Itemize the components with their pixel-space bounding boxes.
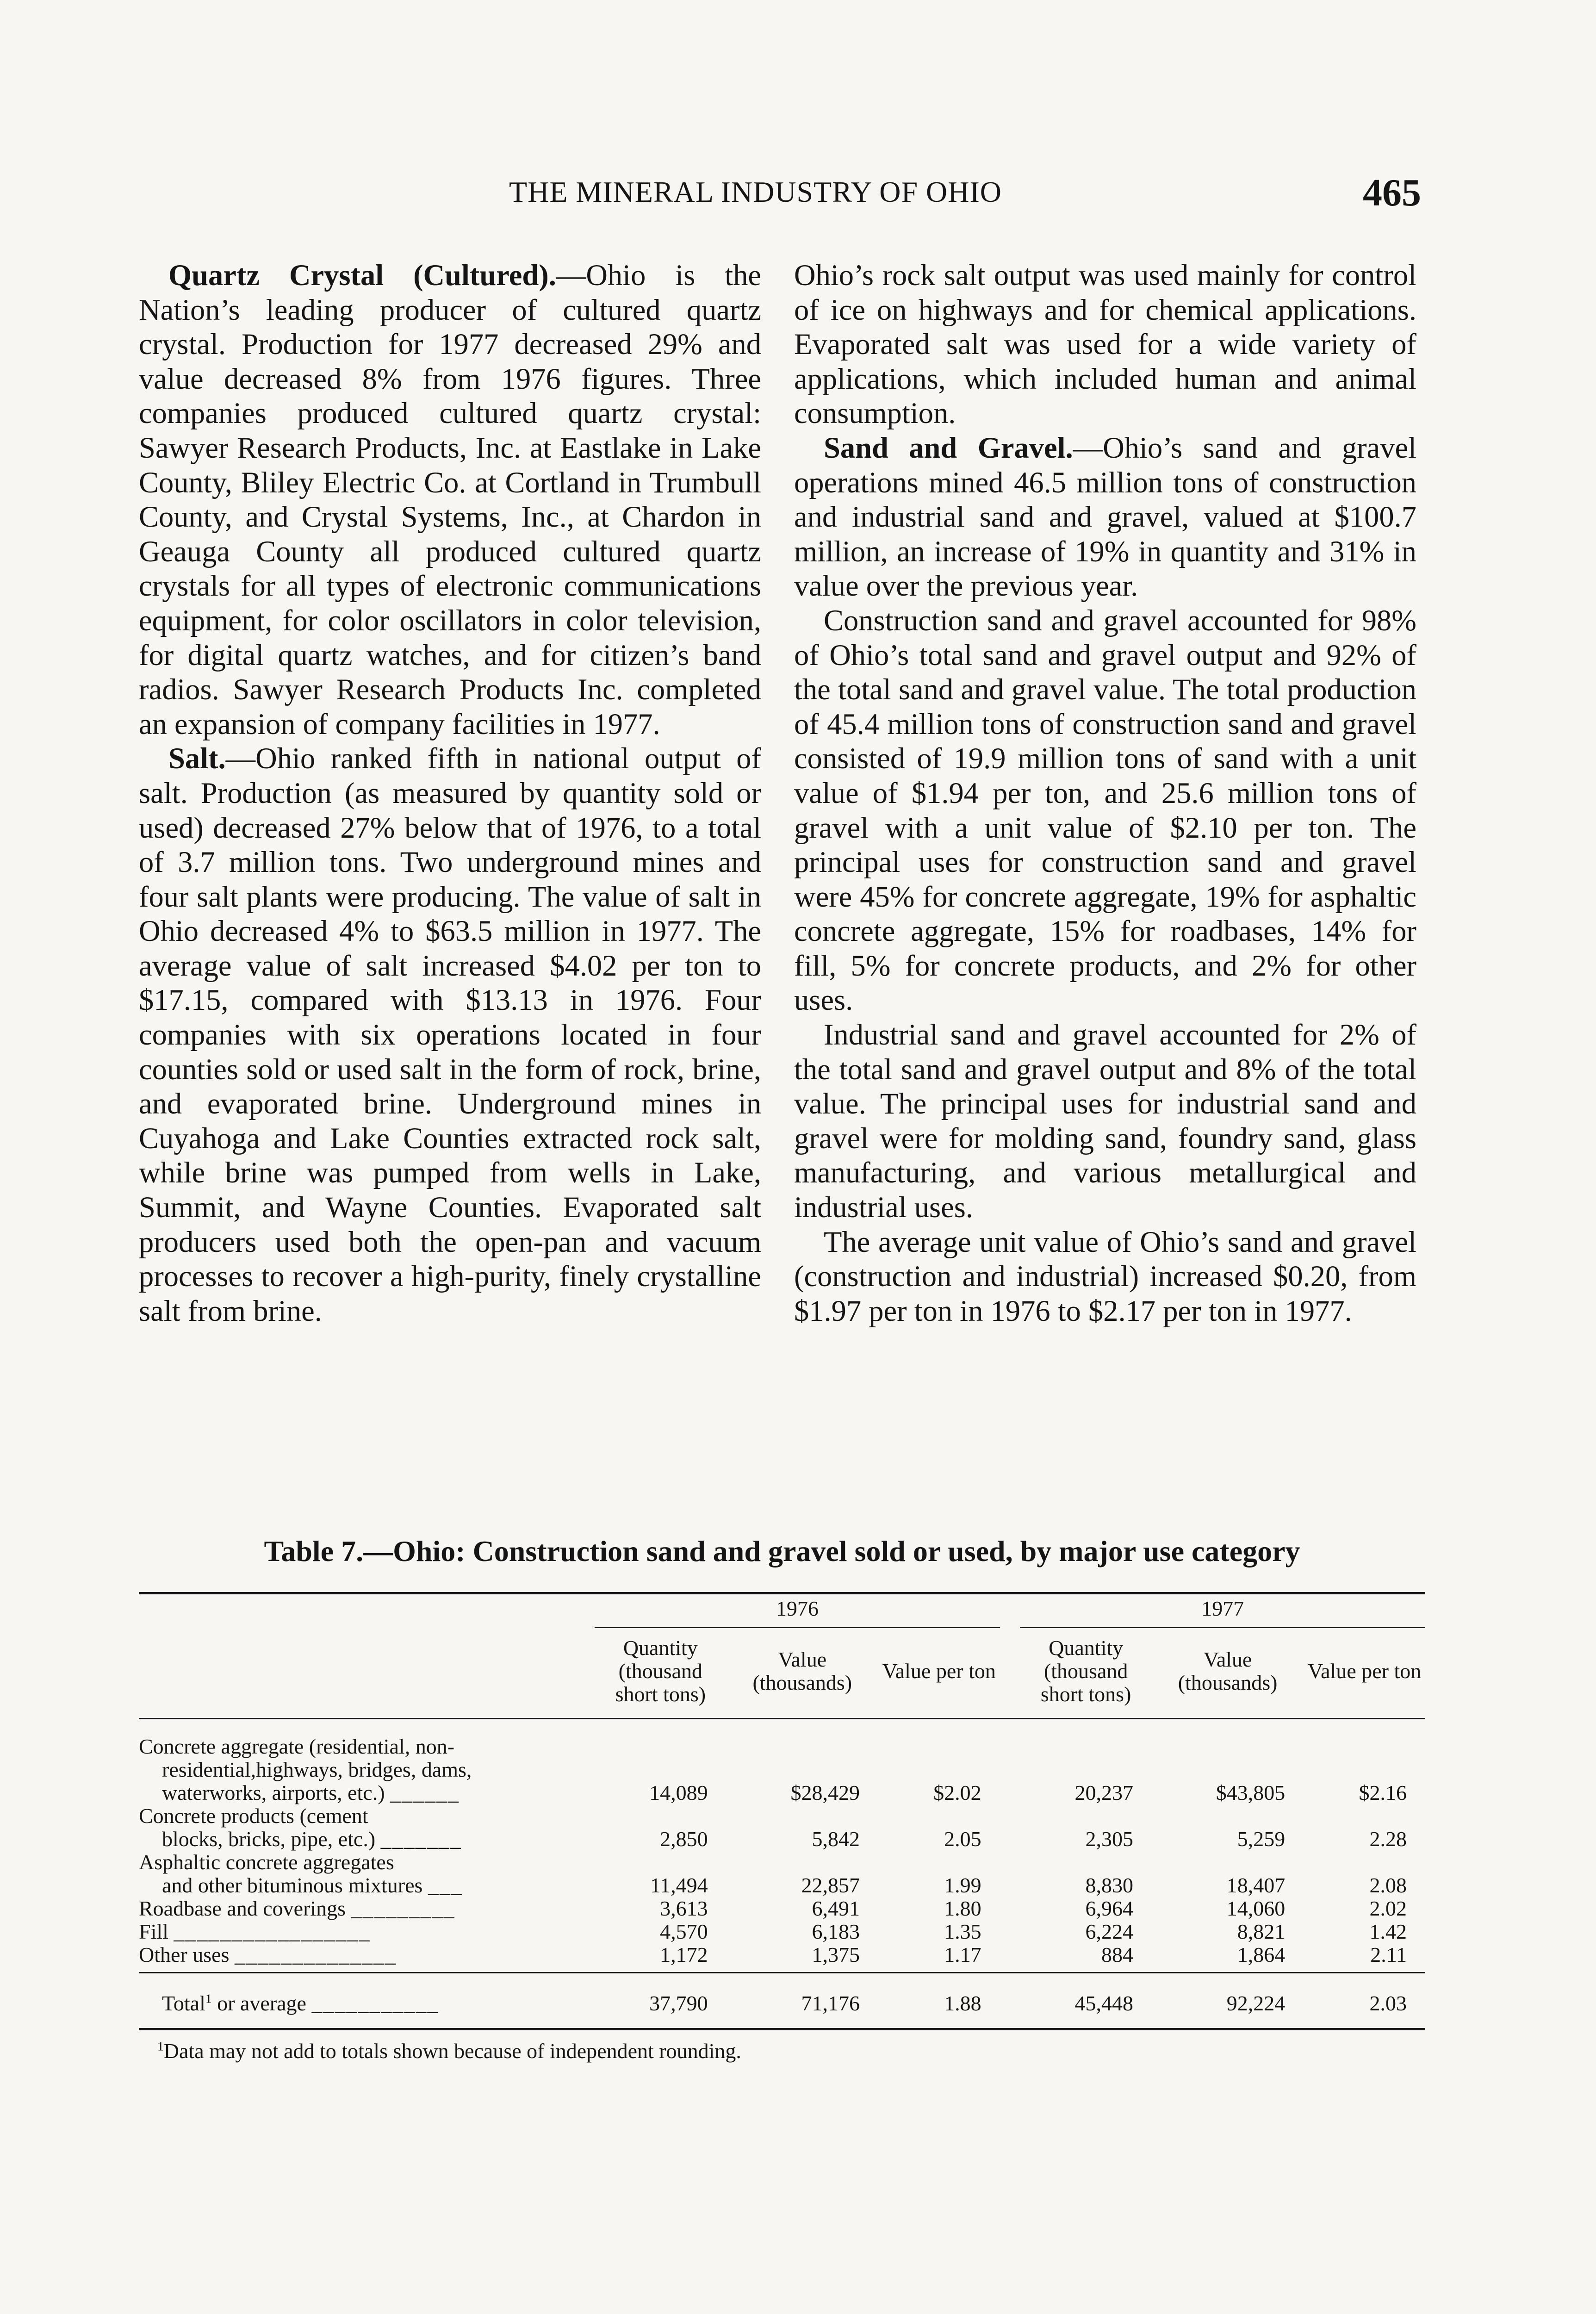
value-per-ton-1977-header: Value per ton: [1304, 1628, 1425, 1719]
table-row: [139, 1719, 1425, 1805]
table-row: [139, 1804, 1425, 1851]
industrial-paragraph: Industrial sand and gravel accounted for 2% of the total sand and gravel output and 8% of the total value. The principal uses for industrial sand and gravel were for molding sand, foundry sand, glass manufacturing, and various metallurgical and industrial uses.: [794, 1018, 1416, 1224]
value-1977-cell: 5,259: [1237, 1827, 1285, 1851]
value-per-ton-1977-cell: $2.16: [1359, 1781, 1407, 1804]
salt-continued-paragraph: Ohio’s rock salt output was used mainly for control of ice on highways and for chemical applications. Evaporated salt was used for a wide variety of applications, which included human and animal consumption.: [794, 259, 1416, 430]
total-quantity-1976: 37,790: [595, 1973, 727, 2029]
value-1977-cell: 14,060: [1226, 1897, 1285, 1920]
value-per-ton-1977-cell: 2.08: [1369, 1873, 1407, 1897]
page-number: 465: [1363, 171, 1421, 214]
value-1977-cell: 8,821: [1237, 1920, 1285, 1943]
value-per-ton-1977-cell: 2.11: [1370, 1943, 1407, 1966]
value-per-ton-1976-cell: 1.99: [944, 1873, 981, 1897]
table-row: [139, 1943, 1425, 1973]
row-label: Roadbase and coverings _________: [139, 1897, 455, 1920]
table-title: Table 7.—Ohio: Construction sand and gravel sold or used, by major use category: [264, 1535, 1300, 1568]
total-value-1977: 92,224: [1152, 1973, 1304, 2029]
total-value-1976: 71,176: [727, 1973, 878, 2029]
row-label: Concrete products (cement blocks, bricks, pipe, etc.) _______: [139, 1804, 462, 1851]
stub-header: [139, 1593, 595, 1628]
sand-gravel-text: —Ohio’s sand and gravel operations mined 46.5 million tons of construction and industrial sand and gravel, valued at $100.7 million, an increase of 19% in quantity and 31% in value over the previous year.: [794, 431, 1416, 603]
quantity-1976-cell: 2,850: [660, 1827, 708, 1851]
value-1976-header: Value (thousands): [727, 1628, 878, 1719]
value-per-ton-1976-cell: 1.17: [944, 1943, 981, 1966]
quantity-1977-cell: 6,224: [1085, 1920, 1133, 1943]
value-1976-cell: $28,429: [790, 1781, 860, 1804]
value-per-ton-1977-cell: 1.42: [1369, 1920, 1407, 1943]
quantity-1977-cell: 20,237: [1074, 1781, 1133, 1804]
total-quantity-1977: 45,448: [1020, 1973, 1152, 2029]
total-value-per-ton-1976: 1.88: [878, 1973, 1000, 2029]
quantity-1976-cell: 14,089: [649, 1781, 708, 1804]
quartz-heading: Quartz Crystal (Cultured).: [168, 259, 556, 292]
value-per-ton-1977-cell: 2.28: [1369, 1827, 1407, 1851]
quartz-text: —Ohio is the Nation’s leading producer of cultured quartz crystal. Production for 1977 decreased 29% and value decreased 8% from 1976 figures. Three companies produced cultured quartz crystal: Sawyer Research Products, Inc. at Eastlake in Lake County, Bliley Electric Co. at Cortland in Trumbull County, and Crystal Systems, Inc., at Chardon in Geauga County all produced cultured quartz crystals for all types of electronic communications equipment, for color oscillators in color television, for digital quartz watches, and for citizen’s band radios. Sawyer Research Products Inc. completed an expansion of company facilities in 1977.: [139, 259, 761, 740]
salt-heading: Salt.: [168, 742, 226, 775]
value-1976-cell: 22,857: [801, 1873, 860, 1897]
quantity-1976-cell: 11,494: [650, 1873, 708, 1897]
stub-column-header: [139, 1628, 595, 1719]
year-1976-header: 1976: [595, 1593, 1000, 1628]
quantity-1977-cell: 2,305: [1085, 1827, 1133, 1851]
sand-gravel-paragraph: [794, 431, 1416, 603]
total-label: Total$^1$ or average ___________: [139, 1973, 595, 2029]
right-column: [794, 258, 1416, 1328]
value-per-ton-1977-cell: 2.02: [1369, 1897, 1407, 1920]
quantity-1976-cell: 1,172: [660, 1943, 708, 1966]
salt-paragraph: [139, 741, 761, 1328]
construction-paragraph: Construction sand and gravel accounted for 98% of Ohio’s total sand and gravel output and 92% of the total sand and gravel value. The total production of 45.4 million tons of construction sand and gravel consisted of 19.9 million tons of sand with a unit value of $1.94 per ton, and 25.6 million tons of gravel with a unit value of $2.10 per ton. The principal uses for construction sand and gravel were 45% for concrete aggregate, 19% for asphaltic concrete aggregate, 15% for roadbases, 14% for fill, 5% for concrete products, and 2% for other uses.: [794, 603, 1416, 1017]
row-label: Fill _________________: [139, 1920, 371, 1943]
row-label: Asphaltic concrete aggregates and other bituminous mixtures ___: [139, 1850, 463, 1897]
total-value-per-ton-1977: 2.03: [1304, 1973, 1425, 2029]
table-row: [139, 1920, 1425, 1943]
row-label: Other uses ______________: [139, 1943, 397, 1966]
value-1976-cell: 6,491: [812, 1897, 860, 1920]
value-per-ton-1976-cell: $2.02: [933, 1781, 981, 1804]
value-1977-cell: 18,407: [1226, 1873, 1285, 1897]
column-header-row: [139, 1628, 1425, 1719]
quantity-1977-cell: 6,964: [1085, 1897, 1133, 1920]
quantity-1977-cell: 8,830: [1085, 1873, 1133, 1897]
value-per-ton-1976-header: Value per ton: [878, 1628, 1000, 1719]
total-row: [139, 1973, 1425, 2029]
quantity-1976-cell: 4,570: [660, 1920, 708, 1943]
table-row: [139, 1897, 1425, 1920]
left-column: [139, 258, 761, 1328]
year-header-row: [139, 1593, 1425, 1628]
quantity-1977-header: Quantity (thousand short tons): [1020, 1628, 1152, 1719]
running-title: THE MINERAL INDUSTRY OF OHIO: [509, 175, 1002, 208]
average-value-paragraph: The average unit value of Ohio’s sand and gravel (construction and industrial) increased $0.20, from $1.97 per ton in 1976 to $2.17 per ton in 1977.: [794, 1225, 1416, 1327]
value-1976-cell: 1,375: [812, 1943, 860, 1966]
value-1976-cell: 5,842: [812, 1827, 860, 1851]
quantity-1976-cell: 3,613: [660, 1897, 708, 1920]
value-per-ton-1976-cell: 1.35: [944, 1920, 981, 1943]
column-gap: [1000, 1628, 1020, 1719]
year-gap: [1000, 1593, 1020, 1628]
value-per-ton-1976-cell: 1.80: [944, 1897, 981, 1920]
value-per-ton-1976-cell: 2.05: [944, 1827, 981, 1851]
value-1977-header: Value (thousands): [1152, 1628, 1304, 1719]
salt-text: —Ohio ranked fifth in national output of salt. Production (as measured by quantity sold or used) decreased 27% below that of 1976, to a total of 3.7 million tons. Two underground mines and four salt plants were producing. The value of salt in Ohio decreased 4% to $63.5 million in 1977. The average value of salt increased $4.02 per ton to $17.15, compared with $13.13 in 1976. Four companies with six operations located in four counties sold or used salt in the form of rock, brine, and evaporated brine. Underground mines in Cuyahoga and Lake Counties extracted rock salt, while brine was pumped from wells in Lake, Summit, and Wayne Counties. Evaporated salt producers used both the open-pan and vacuum processes to recover a high-purity, finely crystalline salt from brine.: [139, 742, 761, 1327]
sand-gravel-table: [139, 1592, 1425, 2030]
table-row: [139, 1851, 1425, 1897]
value-1976-cell: 6,183: [812, 1920, 860, 1943]
quantity-1977-cell: 884: [1101, 1943, 1133, 1966]
value-1977-cell: $43,805: [1216, 1781, 1285, 1804]
row-label: Concrete aggregate (residential, non- residential,highways, bridges, dams, waterworks, airports, etc.) ______: [139, 1735, 472, 1804]
quartz-paragraph: [139, 258, 761, 741]
value-1977-cell: 1,864: [1237, 1943, 1285, 1966]
quantity-1976-header: Quantity (thousand short tons): [595, 1628, 727, 1719]
table-footnote: $^1$Data may not add to totals shown because of independent rounding.: [157, 2039, 741, 2063]
sand-gravel-heading: Sand and Gravel.: [824, 431, 1073, 464]
year-1977-header: 1977: [1020, 1593, 1425, 1628]
